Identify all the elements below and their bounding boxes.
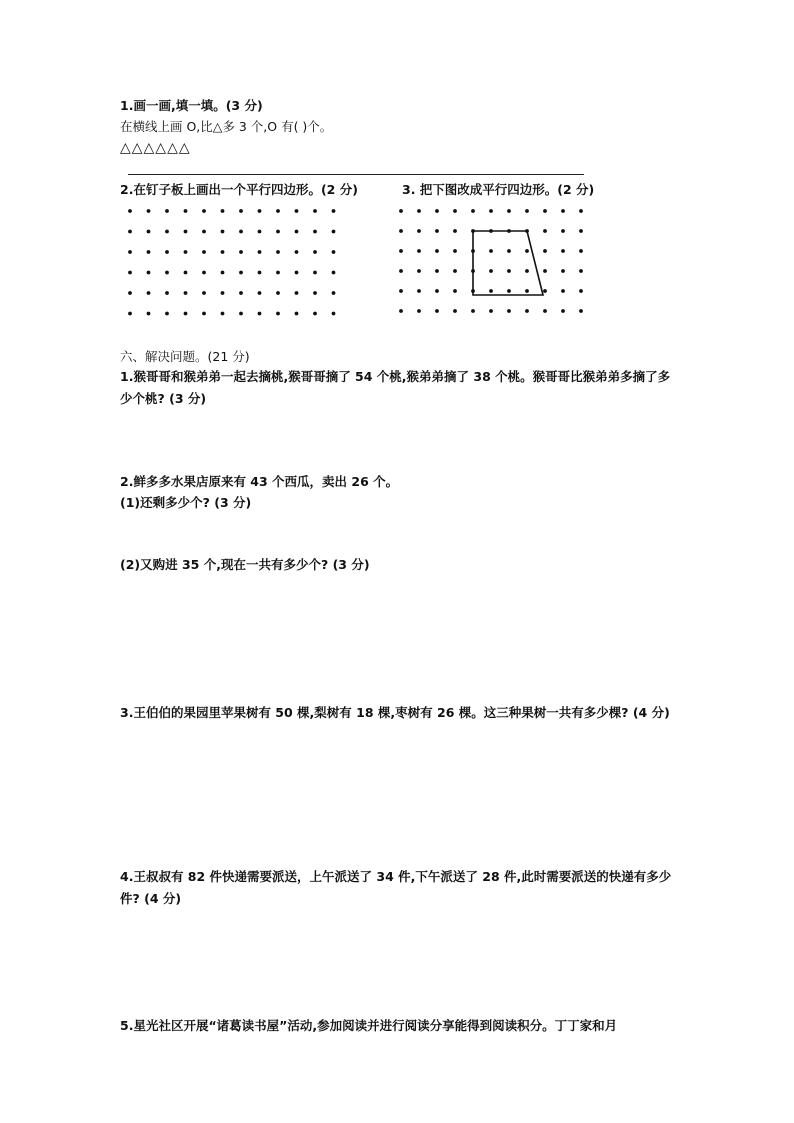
peg-dot[interactable]	[239, 230, 243, 234]
peg-dot[interactable]	[313, 271, 317, 275]
peg-dot[interactable]	[165, 312, 169, 316]
peg-dot[interactable]	[561, 309, 565, 313]
peg-dot[interactable]	[561, 229, 565, 233]
question-2-title: 2.在钉子板上画出一个平行四边形。(2 分)	[120, 182, 358, 197]
peg-dot[interactable]	[239, 271, 243, 275]
peg-dot[interactable]	[435, 269, 439, 273]
peg-dot[interactable]	[561, 209, 565, 213]
pegboard-right[interactable]	[394, 203, 606, 323]
peg-dot[interactable]	[435, 309, 439, 313]
problem-5: 5.星光社区开展“诸葛读书屋”活动,参加阅读并进行阅读分享能得到阅读积分。丁丁家和月	[120, 1018, 618, 1033]
problem-1: 1.猴哥哥和猴弟弟一起去摘桃,猴哥哥摘了 54 个桃,猴弟弟摘了 38 个桃。猴哥哥比猴弟弟多摘了多少个桃? (3 分)	[120, 369, 671, 406]
peg-dot[interactable]	[525, 269, 529, 273]
peg-dot[interactable]	[221, 230, 225, 234]
peg-dot[interactable]	[147, 271, 151, 275]
peg-dot[interactable]	[276, 209, 280, 213]
peg-dot[interactable]	[399, 269, 403, 273]
peg-dot[interactable]	[258, 250, 262, 254]
peg-dot[interactable]	[543, 249, 547, 253]
peg-dot[interactable]	[165, 271, 169, 275]
peg-dot[interactable]	[239, 209, 243, 213]
peg-dot[interactable]	[313, 230, 317, 234]
peg-dot[interactable]	[239, 250, 243, 254]
question-1-title: 1.画一画,填一填。(3 分)	[120, 98, 263, 113]
peg-dot[interactable]	[295, 271, 299, 275]
peg-dot[interactable]	[507, 289, 511, 293]
peg-dot[interactable]	[128, 209, 132, 213]
peg-dot[interactable]	[239, 291, 243, 295]
peg-dot[interactable]	[453, 269, 457, 273]
peg-dot[interactable]	[579, 269, 583, 273]
answer-line[interactable]	[128, 174, 584, 175]
peg-dot[interactable]	[295, 291, 299, 295]
problem-2-part-1: (1)还剩多少个? (3 分)	[120, 495, 252, 510]
peg-dot[interactable]	[221, 250, 225, 254]
peg-dot[interactable]	[202, 291, 206, 295]
pegboard-left[interactable]	[122, 203, 356, 323]
peg-dot[interactable]	[147, 230, 151, 234]
peg-dot[interactable]	[399, 309, 403, 313]
peg-dot[interactable]	[332, 209, 336, 213]
peg-dot[interactable]	[295, 230, 299, 234]
peg-dot[interactable]	[471, 309, 475, 313]
peg-dot[interactable]	[525, 249, 529, 253]
peg-dot[interactable]	[147, 291, 151, 295]
peg-dot[interactable]	[417, 269, 421, 273]
question-3-title: 3. 把下图改成平行四边形。(2 分)	[402, 182, 595, 197]
peg-dot[interactable]	[147, 312, 151, 316]
peg-dot[interactable]	[295, 312, 299, 316]
peg-dot[interactable]	[453, 289, 457, 293]
peg-dot[interactable]	[399, 249, 403, 253]
peg-dot[interactable]	[543, 289, 547, 293]
peg-dot[interactable]	[184, 209, 188, 213]
peg-dot[interactable]	[332, 230, 336, 234]
peg-dot[interactable]	[258, 271, 262, 275]
peg-dot[interactable]	[435, 209, 439, 213]
peg-dot[interactable]	[453, 309, 457, 313]
peg-dot[interactable]	[165, 250, 169, 254]
peg-dot[interactable]	[202, 209, 206, 213]
problem-2: 2.鲜多多水果店原来有 43 个西瓜，卖出 26 个。	[120, 474, 399, 489]
peg-dot[interactable]	[147, 250, 151, 254]
peg-dot[interactable]	[295, 209, 299, 213]
problem-3: 3.王伯伯的果园里苹果树有 50 棵,梨树有 18 棵,枣树有 26 棵。这三种果树一共有多少棵? (4 分)	[120, 705, 670, 720]
peg-dot[interactable]	[435, 249, 439, 253]
problem-2-part-2: (2)又购进 35 个,现在一共有多少个? (3 分)	[120, 557, 370, 572]
peg-dot[interactable]	[453, 229, 457, 233]
peg-dot[interactable]	[399, 209, 403, 213]
peg-dot[interactable]	[579, 209, 583, 213]
peg-dot[interactable]	[417, 289, 421, 293]
peg-dot[interactable]	[489, 269, 493, 273]
peg-dot[interactable]	[417, 209, 421, 213]
peg-dot[interactable]	[221, 271, 225, 275]
peg-dot[interactable]	[202, 230, 206, 234]
peg-dot[interactable]	[417, 309, 421, 313]
peg-dot[interactable]	[507, 309, 511, 313]
peg-dot[interactable]	[295, 250, 299, 254]
peg-dot[interactable]	[276, 271, 280, 275]
triangle-row: △△△△△△	[120, 140, 191, 156]
peg-dot[interactable]	[543, 309, 547, 313]
peg-dot[interactable]	[489, 209, 493, 213]
peg-dot[interactable]	[258, 209, 262, 213]
peg-dot[interactable]	[165, 291, 169, 295]
peg-dot[interactable]	[221, 291, 225, 295]
peg-dot[interactable]	[525, 309, 529, 313]
peg-dot[interactable]	[221, 312, 225, 316]
peg-dot[interactable]	[202, 312, 206, 316]
peg-dot[interactable]	[453, 209, 457, 213]
peg-dot[interactable]	[579, 249, 583, 253]
peg-dot[interactable]	[258, 312, 262, 316]
peg-dot[interactable]	[435, 229, 439, 233]
peg-dot[interactable]	[471, 209, 475, 213]
peg-dot[interactable]	[507, 209, 511, 213]
peg-dot[interactable]	[313, 209, 317, 213]
peg-dot[interactable]	[332, 291, 336, 295]
peg-dot[interactable]	[239, 312, 243, 316]
peg-dot[interactable]	[332, 312, 336, 316]
peg-dot[interactable]	[489, 249, 493, 253]
peg-dot[interactable]	[202, 271, 206, 275]
peg-dot[interactable]	[128, 230, 132, 234]
peg-dot[interactable]	[313, 250, 317, 254]
peg-dot[interactable]	[579, 309, 583, 313]
question-1-instruction: 在横线上画 O,比△多 3 个,O 有( )个。	[120, 119, 333, 134]
section-title: 六、解决问题。(21 分)	[120, 349, 250, 364]
peg-dot[interactable]	[147, 209, 151, 213]
peg-dot[interactable]	[202, 250, 206, 254]
peg-dot[interactable]	[165, 209, 169, 213]
trapezoid-shape	[473, 231, 543, 295]
peg-dot[interactable]	[561, 249, 565, 253]
peg-dot[interactable]	[128, 250, 132, 254]
peg-dot[interactable]	[184, 312, 188, 316]
peg-dot[interactable]	[525, 289, 529, 293]
peg-dot[interactable]	[276, 312, 280, 316]
peg-dot[interactable]	[332, 250, 336, 254]
peg-dot[interactable]	[128, 291, 132, 295]
peg-dot[interactable]	[543, 209, 547, 213]
peg-dot[interactable]	[184, 291, 188, 295]
peg-dot[interactable]	[489, 309, 493, 313]
peg-dot[interactable]	[258, 230, 262, 234]
peg-dot[interactable]	[128, 271, 132, 275]
peg-dot[interactable]	[417, 229, 421, 233]
peg-dot[interactable]	[184, 250, 188, 254]
peg-dot[interactable]	[543, 229, 547, 233]
peg-dot[interactable]	[184, 271, 188, 275]
problem-4: 4.王叔叔有 82 件快递需要派送，上午派送了 34 件,下午派送了 28 件,此时需要派送的快递有多少件? (4 分)	[120, 869, 672, 906]
peg-dot[interactable]	[399, 229, 403, 233]
peg-dot[interactable]	[276, 230, 280, 234]
peg-dot[interactable]	[453, 249, 457, 253]
peg-dot[interactable]	[489, 289, 493, 293]
peg-dot[interactable]	[579, 229, 583, 233]
peg-dot[interactable]	[561, 269, 565, 273]
peg-dot[interactable]	[276, 291, 280, 295]
peg-dot[interactable]	[399, 289, 403, 293]
peg-dot[interactable]	[184, 230, 188, 234]
peg-dot[interactable]	[525, 209, 529, 213]
peg-dot[interactable]	[332, 271, 336, 275]
peg-dot[interactable]	[561, 289, 565, 293]
peg-dot[interactable]	[507, 269, 511, 273]
peg-dot[interactable]	[165, 230, 169, 234]
peg-dot[interactable]	[435, 289, 439, 293]
peg-dot[interactable]	[128, 312, 132, 316]
peg-dot[interactable]	[313, 312, 317, 316]
peg-dot[interactable]	[221, 209, 225, 213]
peg-dot[interactable]	[507, 249, 511, 253]
peg-dot[interactable]	[543, 269, 547, 273]
peg-dot[interactable]	[313, 291, 317, 295]
peg-dot[interactable]	[579, 289, 583, 293]
peg-dot[interactable]	[276, 250, 280, 254]
peg-dot[interactable]	[258, 291, 262, 295]
peg-dot[interactable]	[417, 249, 421, 253]
